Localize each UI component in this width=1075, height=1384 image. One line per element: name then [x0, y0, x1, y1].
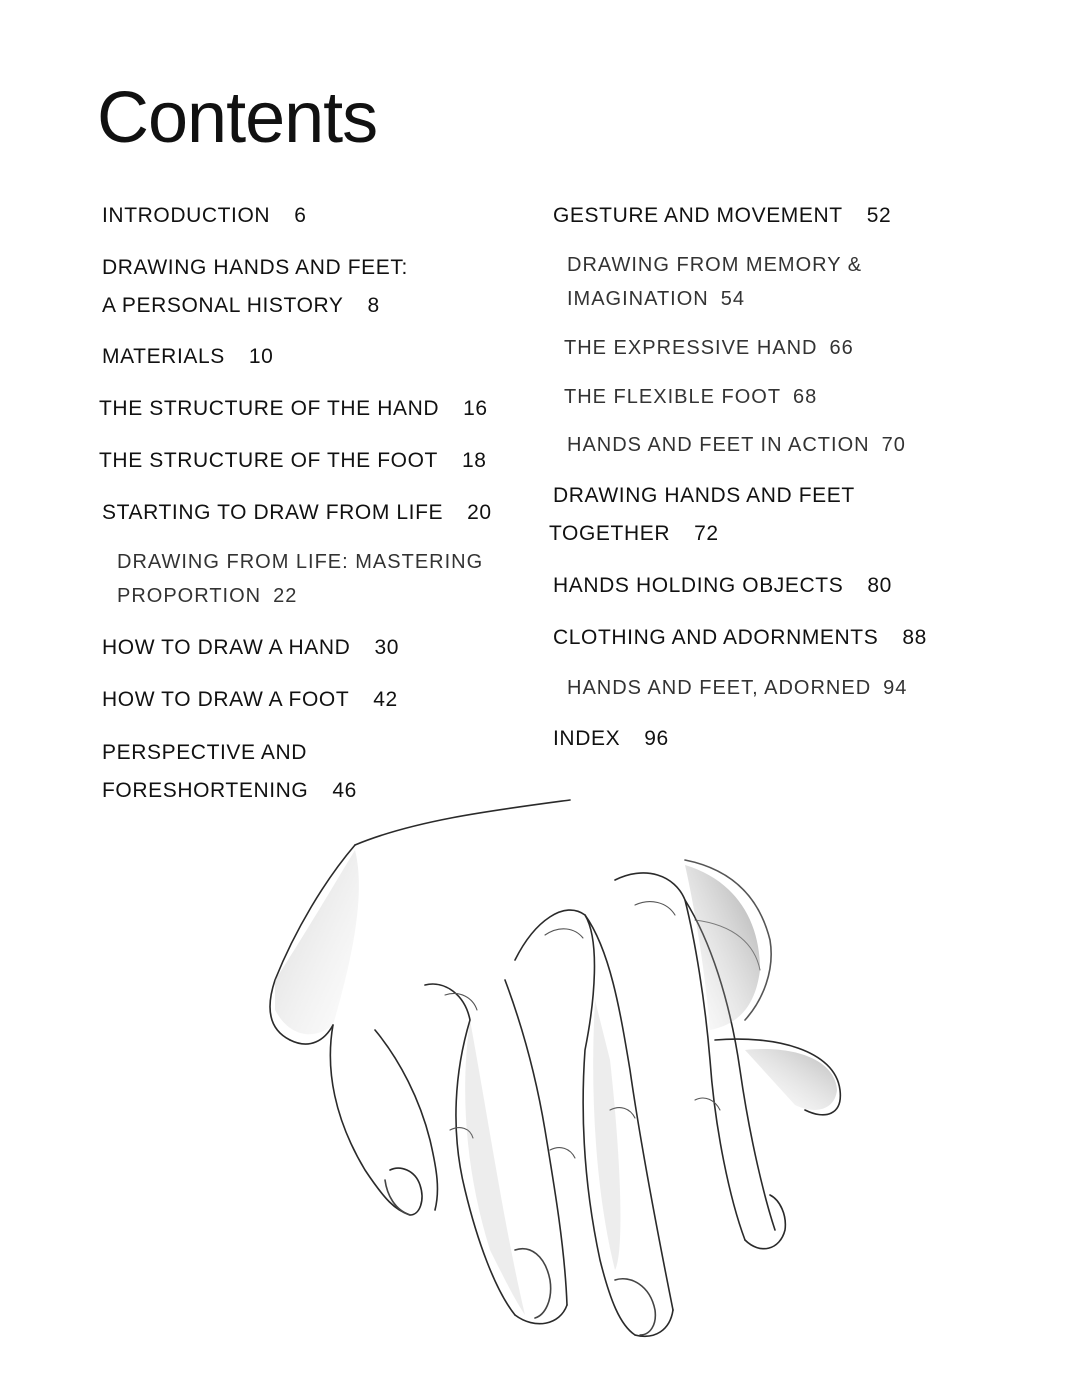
toc-entry-label: THE EXPRESSIVE HAND	[564, 337, 818, 359]
toc-entry-label: HANDS AND FEET IN ACTION	[567, 434, 870, 456]
toc-entry-label: MATERIALS	[102, 345, 225, 368]
toc-entry-label: HANDS AND FEET, ADORNED	[567, 677, 872, 699]
toc-entry-materials[interactable]	[102, 338, 273, 376]
toc-entry-label: HANDS HOLDING OBJECTS	[553, 574, 844, 597]
toc-entry-draw-hand[interactable]	[102, 629, 399, 667]
toc-entry-holding-objects[interactable]	[553, 567, 892, 605]
toc-entry-page: 6	[294, 204, 307, 227]
toc-entry-label-line: FORESHORTENING	[102, 779, 309, 802]
toc-entry-personal-history[interactable]	[102, 249, 408, 325]
toc-entry-label: INDEX	[553, 727, 621, 750]
toc-entry-label-line: PROPORTION	[117, 585, 262, 607]
toc-entry-together[interactable]	[549, 477, 855, 553]
toc-entry-label-line: A PERSONAL HISTORY	[102, 294, 344, 317]
toc-entry-label: THE STRUCTURE OF THE FOOT	[99, 449, 438, 472]
toc-entry-page: 68	[793, 386, 818, 408]
toc-entry-page: 8	[367, 294, 380, 317]
toc-entry-page: 30	[374, 636, 399, 659]
toc-subentry-adorned[interactable]	[567, 671, 907, 705]
toc-entry-draw-foot[interactable]	[102, 681, 398, 719]
toc-entry-page: 46	[332, 779, 357, 802]
toc-entry-label-line: IMAGINATION	[567, 288, 709, 310]
toc-entry-label: THE FLEXIBLE FOOT	[564, 386, 782, 408]
toc-entry-page: 80	[867, 574, 892, 597]
toc-entry-draw-from-life[interactable]	[102, 494, 492, 532]
toc-entry-label-line: DRAWING FROM LIFE: MASTERING	[117, 551, 484, 573]
toc-subentry-flexible-foot[interactable]	[564, 380, 817, 414]
toc-entry-label-line: TOGETHER	[549, 522, 671, 545]
toc-entry-page: 96	[644, 727, 669, 750]
toc-entry-page: 18	[461, 449, 487, 472]
toc-subentry-mastering-proportion[interactable]	[117, 545, 483, 613]
toc-entry-page: 94	[883, 677, 908, 699]
page-title: Contents	[97, 78, 378, 158]
toc-entry-gesture[interactable]	[553, 197, 891, 235]
toc-entry-introduction[interactable]	[102, 197, 306, 235]
toc-entry-label-line: DRAWING HANDS AND FEET	[553, 484, 855, 507]
toc-subentry-expressive-hand[interactable]	[564, 331, 854, 365]
toc-entry-label-line: DRAWING FROM MEMORY &	[567, 254, 863, 276]
toc-entry-label: GESTURE AND MOVEMENT	[553, 204, 843, 227]
toc-entry-label: CLOTHING AND ADORNMENTS	[553, 626, 879, 649]
toc-entry-page: 88	[902, 626, 927, 649]
toc-entry-page: 52	[866, 204, 892, 227]
toc-entry-label: STARTING TO DRAW FROM LIFE	[102, 501, 444, 524]
toc-entry-label: HOW TO DRAW A HAND	[102, 636, 351, 659]
toc-entry-structure-foot[interactable]	[99, 442, 487, 480]
toc-entry-page: 54	[720, 288, 745, 310]
toc-entry-page: 42	[373, 688, 398, 711]
toc-entry-page: 20	[467, 501, 492, 524]
toc-entry-structure-hand[interactable]	[99, 390, 488, 428]
toc-entry-page: 10	[248, 345, 274, 368]
toc-entry-label-line: PERSPECTIVE AND	[102, 741, 308, 764]
toc-entry-index[interactable]	[553, 720, 669, 758]
toc-entry-page: 22	[273, 585, 298, 607]
hand-drawing-illustration	[215, 770, 875, 1380]
toc-entry-clothing[interactable]	[553, 619, 927, 657]
toc-entry-label: HOW TO DRAW A FOOT	[102, 688, 350, 711]
toc-entry-label: THE STRUCTURE OF THE HAND	[99, 397, 440, 420]
toc-subentry-memory-imagination[interactable]	[567, 248, 862, 316]
toc-entry-label-line: DRAWING HANDS AND FEET:	[102, 256, 408, 279]
toc-subentry-in-action[interactable]	[567, 428, 906, 462]
toc-entry-label: INTRODUCTION	[102, 204, 271, 227]
toc-entry-page: 66	[829, 337, 854, 359]
toc-entry-page: 16	[463, 397, 488, 420]
toc-entry-page: 70	[881, 434, 906, 456]
toc-entry-page: 72	[694, 522, 719, 545]
